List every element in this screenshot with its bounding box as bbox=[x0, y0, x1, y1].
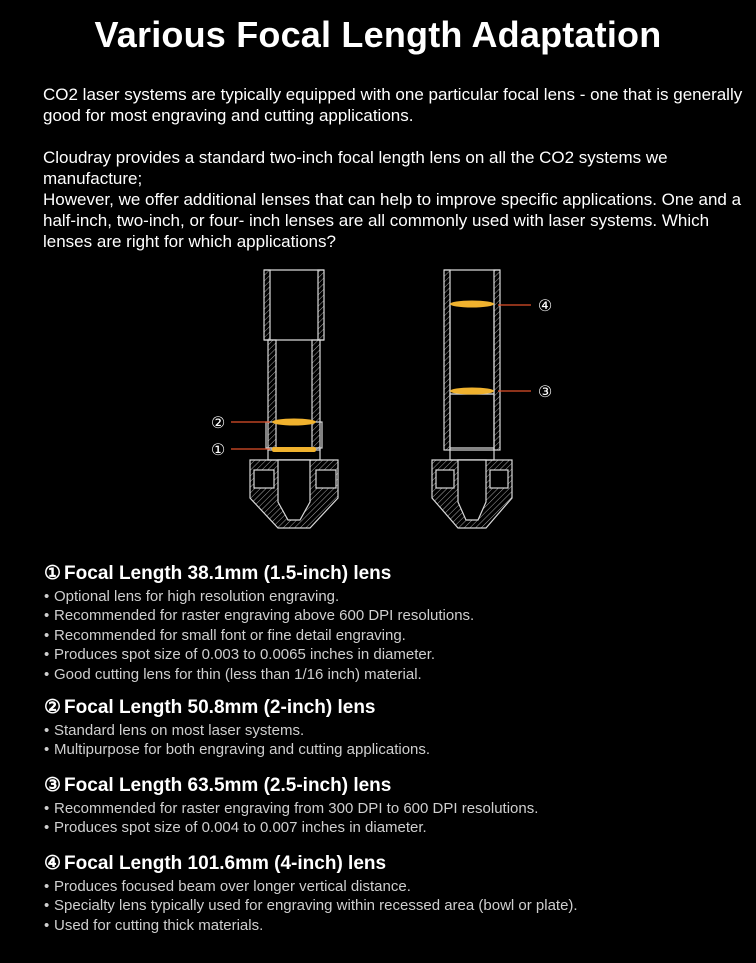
left-label-2: ② bbox=[210, 413, 226, 432]
intro-paragraph-1: CO2 laser systems are typically equipped with one particular focal lens - one that is generally good for most engraving and cutting applications. bbox=[43, 85, 743, 125]
list-item: • Produces focused beam over longer vertical distance. bbox=[44, 878, 411, 895]
intro-paragraph-2a: Cloudray provides a standard two-inch focal length lens on all the CO2 systems we manufacture; bbox=[43, 148, 668, 188]
section-title: Focal Length 50.8mm (2-inch) lens bbox=[64, 697, 376, 718]
section-title: Focal Length 101.6mm (4-inch) lens bbox=[64, 853, 387, 874]
right-label-4: ④ bbox=[537, 296, 553, 315]
lens-section-2 bbox=[44, 696, 744, 760]
list-item: • Standard lens on most laser systems. bbox=[44, 722, 305, 739]
list-item: • Produces spot size of 0.004 to 0.007 inches in diameter. bbox=[44, 819, 427, 837]
intro-text bbox=[43, 84, 743, 252]
right-lens-4 bbox=[450, 301, 494, 308]
section-number: ③ bbox=[44, 775, 62, 796]
list-item: • Produces spot size of 0.003 to 0.0065 inches in diameter. bbox=[44, 646, 436, 664]
list-item: • Recommended for small font or fine detail engraving. bbox=[44, 626, 406, 644]
bullet-list bbox=[44, 799, 744, 838]
section-number: ① bbox=[44, 563, 62, 584]
section-number: ② bbox=[44, 697, 62, 718]
bullet-list bbox=[44, 877, 744, 935]
page-title: Various Focal Length Adaptation bbox=[94, 14, 662, 55]
list-item: • Multipurpose for both engraving and cutting applications. bbox=[44, 741, 431, 759]
section-number: ④ bbox=[44, 853, 62, 874]
right-label-3: ③ bbox=[537, 382, 553, 401]
left-lens-2 bbox=[272, 419, 316, 426]
lens-tube-diagram bbox=[0, 262, 756, 542]
list-item: • Recommended for raster engraving above 600 DPI resolutions. bbox=[44, 607, 475, 625]
right-lens-3 bbox=[450, 388, 494, 395]
lens-section-1 bbox=[44, 562, 744, 684]
section-heading bbox=[44, 696, 744, 720]
section-title: Focal Length 38.1mm (1.5-inch) lens bbox=[64, 563, 392, 584]
lens-section-3 bbox=[44, 774, 744, 838]
list-item: • Specialty lens typically used for engraving within recessed area (bowl or plate). bbox=[44, 897, 578, 915]
section-heading bbox=[44, 852, 744, 876]
list-item: • Used for cutting thick materials. bbox=[44, 916, 264, 934]
section-heading bbox=[44, 562, 744, 586]
list-item: • Good cutting lens for thin (less than 1/16 inch) material. bbox=[44, 665, 422, 683]
bullet-list bbox=[44, 721, 744, 760]
section-title: Focal Length 63.5mm (2.5-inch) lens bbox=[64, 775, 392, 796]
intro-paragraph-2b: However, we offer additional lenses that can help to improve specific applications. One and a half-inch, two-inch, or four- inch lenses are all commonly used with laser systems. Which lenses are right for which applications? bbox=[43, 190, 742, 251]
list-item: • Optional lens for high resolution engraving. bbox=[44, 588, 340, 605]
left-label-1: ① bbox=[210, 440, 226, 459]
left-lens-1 bbox=[272, 447, 316, 452]
section-heading bbox=[44, 774, 744, 798]
right-lens-tube bbox=[432, 270, 512, 528]
left-lens-tube bbox=[250, 270, 338, 528]
bullet-list bbox=[44, 587, 744, 684]
list-item: • Recommended for raster engraving from 300 DPI to 600 DPI resolutions. bbox=[44, 800, 539, 817]
lens-section-4 bbox=[44, 852, 744, 935]
